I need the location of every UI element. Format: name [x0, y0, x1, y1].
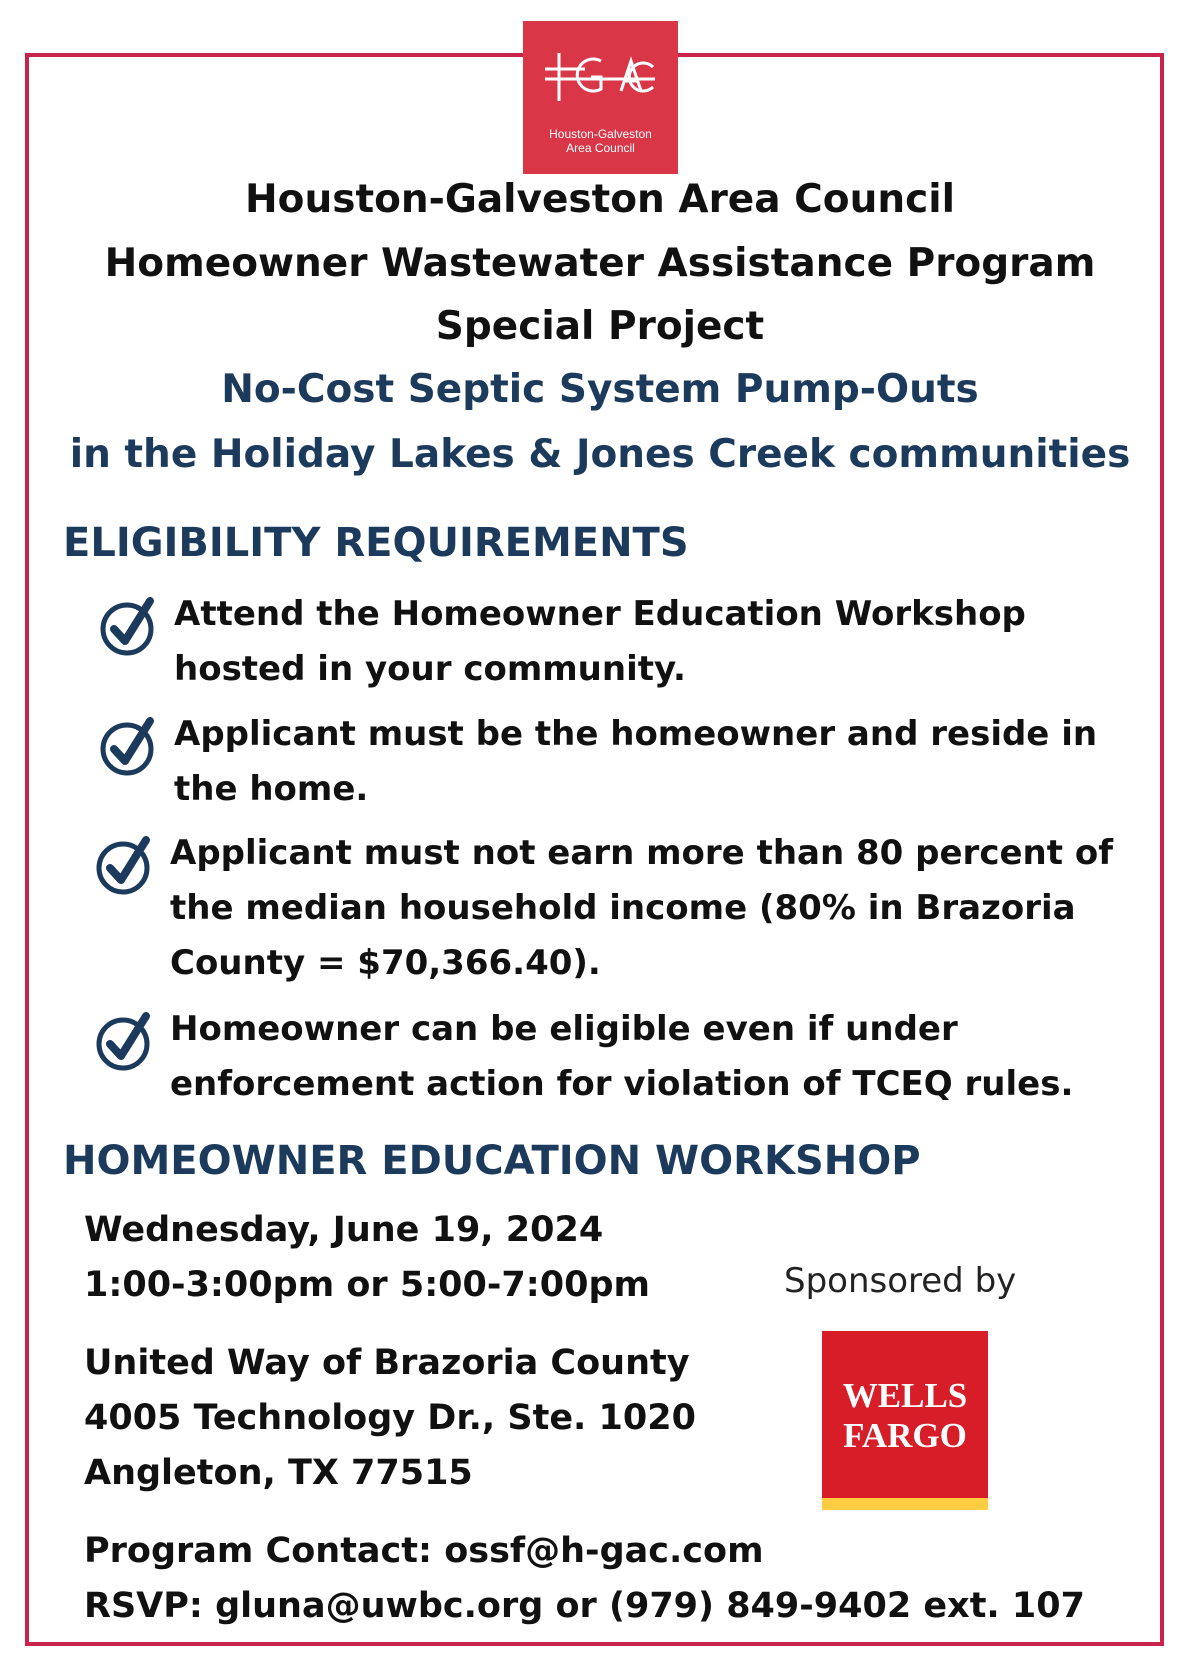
sponsored-by-label: Sponsored by	[784, 1261, 1017, 1301]
requirement-text	[174, 707, 1134, 817]
requirement-line: Attend the Homeowner Education Workshop	[174, 594, 1026, 634]
wells-fargo-logo	[822, 1331, 988, 1510]
workshop-heading: HOMEOWNER EDUCATION WORKSHOP	[63, 1138, 921, 1184]
title-line-1: Houston-Galveston Area Council	[245, 177, 955, 222]
requirement-line: Homeowner can be eligible even if under	[170, 1009, 958, 1049]
requirement-line: County = $70,366.40).	[170, 943, 601, 983]
requirement-text	[170, 826, 1130, 991]
subtitle-line-2: in the Holiday Lakes & Jones Creek communities	[69, 432, 1131, 477]
logo-caption-line2: Area Council	[566, 141, 635, 155]
workshop-address-line-1: 4005 Technology Dr., Ste. 1020	[84, 1398, 696, 1438]
hgac-logo	[523, 21, 678, 174]
check-circle-icon	[94, 1010, 158, 1074]
workshop-times: 1:00-3:00pm or 5:00-7:00pm	[84, 1265, 650, 1305]
title-line-3: Special Project	[435, 304, 765, 349]
requirement-line: Applicant must not earn more than 80 percent of	[170, 833, 1113, 873]
eligibility-heading: ELIGIBILITY REQUIREMENTS	[63, 520, 689, 566]
requirement-text	[174, 587, 1134, 697]
program-contact: Program Contact: ossf@h-gac.com	[84, 1531, 764, 1571]
workshop-venue: United Way of Brazoria County	[84, 1343, 690, 1383]
subtitle-line-1: No-Cost Septic System Pump-Outs	[221, 367, 979, 412]
wells-fargo-logo-line-2: FARGO	[843, 1416, 967, 1455]
requirement-line: enforcement action for violation of TCEQ rules.	[170, 1064, 1074, 1104]
workshop-date: Wednesday, June 19, 2024	[84, 1210, 604, 1250]
logo-caption	[523, 127, 678, 155]
requirement-line: hosted in your community.	[174, 649, 686, 689]
wells-fargo-logo-line-1: WELLS	[842, 1376, 968, 1415]
title-line-2: Homeowner Wastewater Assistance Program	[104, 241, 1096, 286]
requirement-line: the home.	[174, 769, 369, 809]
check-circle-icon	[98, 595, 162, 659]
hgac-logo-mark	[543, 47, 658, 107]
logo-caption-line1: Houston-Galveston	[549, 127, 652, 141]
workshop-address-line-2: Angleton, TX 77515	[84, 1453, 473, 1493]
check-circle-icon	[94, 834, 158, 898]
rsvp-contact: RSVP: gluna@uwbc.org or (979) 849-9402 ext. 107	[84, 1586, 1085, 1626]
requirement-text	[170, 1002, 1130, 1112]
check-circle-icon	[98, 715, 162, 779]
requirement-line: Applicant must be the homeowner and reside in	[174, 714, 1098, 754]
requirement-line: the median household income (80% in Brazoria	[170, 888, 1076, 928]
